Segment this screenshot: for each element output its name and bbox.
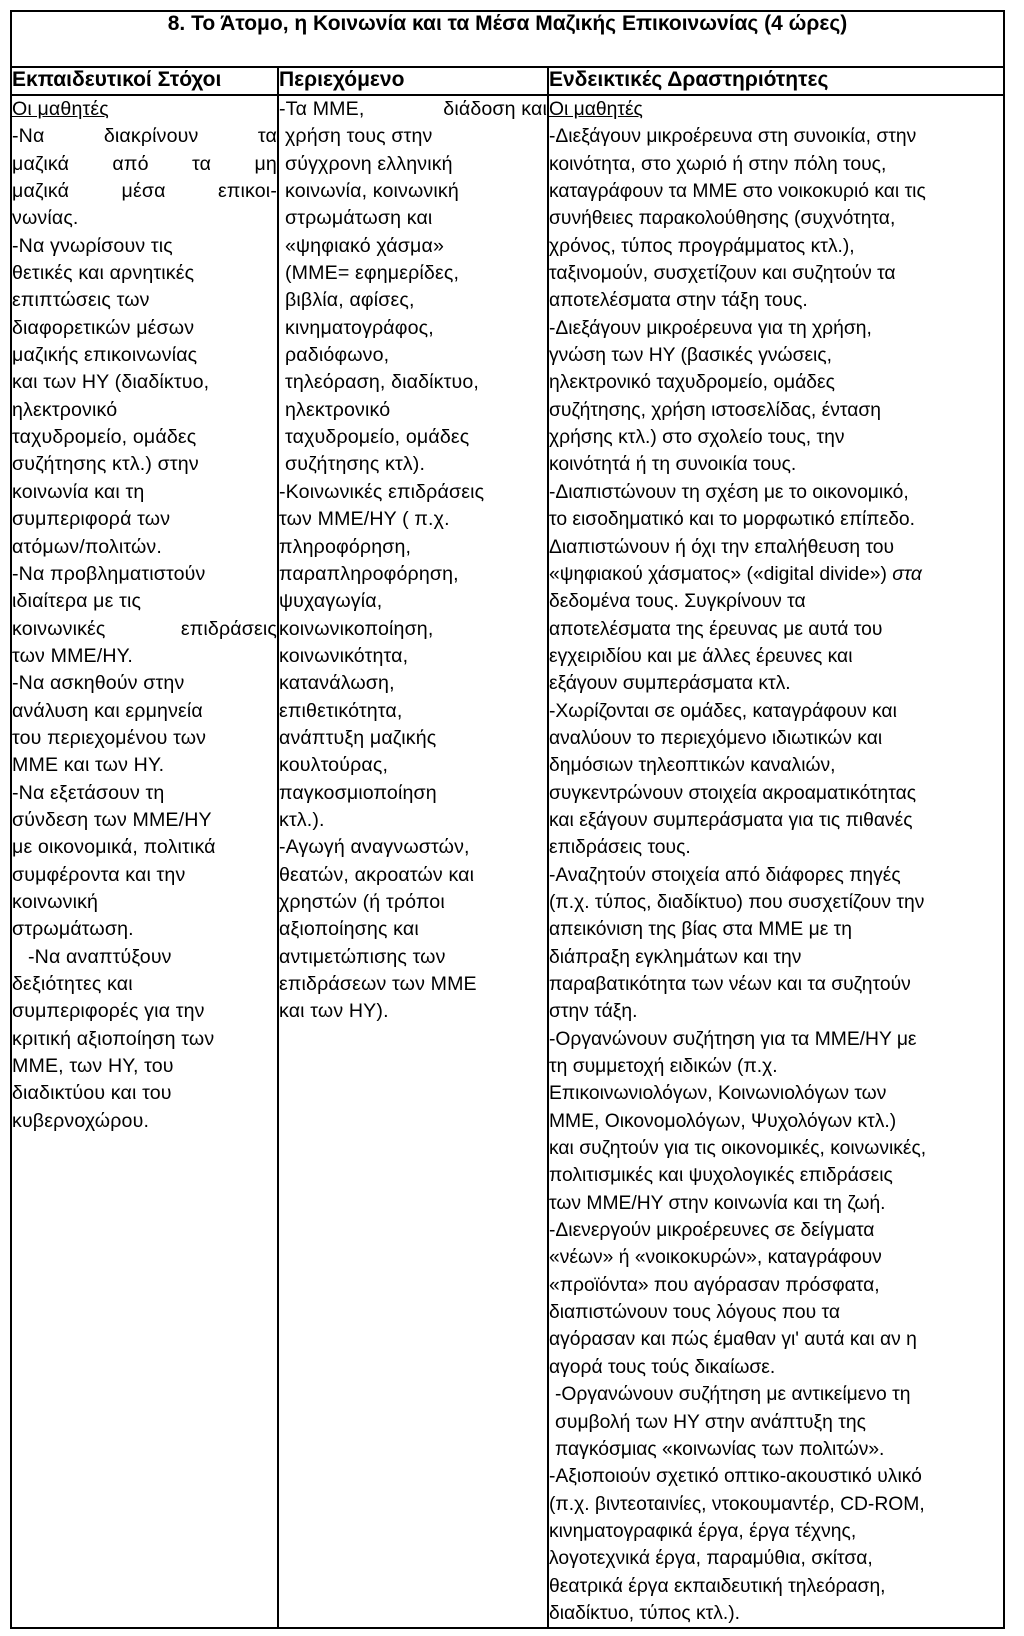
objectives-cell <box>11 95 278 1628</box>
section-title: 8. Το Άτομο, η Κοινωνία και τα Μέσα Μαζικής Επικοινωνίας (4 ώρες) <box>11 11 1004 67</box>
content-cell <box>278 95 548 1628</box>
content-text: -Τα ΜΜΕ, διάδοση και χρήση τους στην σύγχρονη ελληνική κοινωνία, κοινωνική στρωμάτωση και «ψηφιακό χάσμα» (ΜΜΕ= εφημερίδες, βιβλία, αφίσες, κινηματογράφος, ραδιόφωνο, τηλεόραση, διαδίκτυο, ηλεκτρονικό ταχυδρομείο, ομάδες συζήτησης κτλ). -Κοινωνικές επιδράσεις των ΜΜΕ/ΗΥ ( π.χ. πληροφόρηση, παραπληροφόρηση, ψυχαγωγία, κοινωνικοποίηση, κοινωνικότητα, κατανάλωση, επιθετικότητα, ανάπτυξη μαζικής κουλτούρας, παγκοσμιοποίηση κτλ.). -Αγωγή αναγνωστών, θεατών, ακροατών και χρηστών (ή τρόποι αξιοποίησης και αντιμετώπισης των επιδράσεων των ΜΜΕ και των ΗΥ). <box>279 98 547 1023</box>
activities-text: Οι μαθητές -Διεξάγουν μικροέρευνα στη συνοικία, στην κοινότητα, στο χωριό ή στην πόλη τους, καταγράφουν τα ΜΜΕ στο νοικοκυριό και τις συνήθειες παρακολούθησης (συχνότητα, χρόνος, τύπος προγράμματος κτλ.), ταξινομούν, συσχετίζουν και συζητούν τα αποτελέσματα στην τάξη τους. -Διεξάγουν μικροέρευνα για τη χρήση, γνώση των ΗΥ (βασικές γνώσεις, ηλεκτρονικό ταχυδρομείο, ομάδες συζήτησης, χρήση ιστοσελίδας, ένταση χρήσης κτλ.) στο σχολείο τους, την κοινότητά ή τη συνοικία τους. -Διαπιστώνουν τη σχέση με το οικονομικό, το εισοδηματικό και το μορφωτικό επίπεδο. Διαπιστώνουν ή όχι την επαλήθευση του «ψηφιακού χάσματος» («digital divide») στα δεδομένα τους. Συγκρίνουν τα αποτελέσματα της έρευνας με αυτά του εγχειριδίου και με άλλες έρευνες και εξάγουν συμπεράσματα κτλ. -Χωρίζονται σε ομάδες, καταγράφουν και αναλύουν το περιεχόμενο ιδιωτικών και δημόσιων τηλεοπτικών καναλιών, συγκεντρώνουν στοιχεία ακροαματικότητας και εξάγουν συμπεράσματα για τις πιθανές επιδράσεις τους. -Αναζητούν στοιχεία από διάφορες πηγές (π.χ. τύπος, διαδίκτυο) που συσχετίζουν την απεικόνιση της βίας στα ΜΜΕ με τη διάπραξη εγκλημάτων και την παραβατικότητα των νέων και τα συζητούν στην τάξη. -Οργανώνουν συζήτηση για τα ΜΜΕ/ΗΥ με τη συμμετοχή ειδικών (π.χ. Επικοινωνιολόγων, Κοινωνιολόγων των ΜΜΕ, Οικονομολόγων, Ψυχολόγων κτλ.) και συζητούν για τις οικονομικές, κοινωνικές, πολιτισμικές και ψυχολογικές επιδράσεις των ΜΜΕ/ΗΥ στην κοινωνία και τη ζωή. -Διενεργούν μικροέρευνες σε δείγματα «νέων» ή «νοικοκυρών», καταγράφουν «προϊόντα» που αγόρασαν πρόσφατα, διαπιστώνουν τους λόγους που τα αγόρασαν και πώς έμαθαν γι' αυτά και αν η αγορά τους τούς δικαίωσε. -Οργανώνουν συζήτηση με αντικείμενο τη συμβολή των ΗΥ στην ανάπτυξη της παγκόσμιας «κοινωνίας των πολιτών». -Αξιοποιούν σχετικό οπτικο-ακουστικό υλικό (π.χ. βιντεοταινίες, ντοκουμαντέρ, CD-ROM, κινηματογραφικά έργα, έργα τέχνης, λογοτεχνικά έργα, παραμύθια, σκίτσα, θεατρικά έργα εκπαιδευτική τηλεόραση, διαδίκτυο, τύπος κτλ.). <box>549 99 927 1624</box>
activities-cell <box>548 95 1004 1628</box>
header-content: Περιεχόμενο <box>278 67 548 95</box>
header-activities: Ενδεικτικές Δραστηριότητες <box>548 67 1004 95</box>
title-row <box>11 11 1004 67</box>
curriculum-table <box>10 10 1005 1629</box>
header-objectives: Εκπαιδευτικοί Στόχοι <box>11 67 278 95</box>
objectives-text: Οι μαθητές -Να διακρίνουν τα μαζικά από τα μη μαζικά μέσα επικοι- νωνίας. -Να γνωρίσουν τις θετικές και αρνητικές επιπτώσεις των διαφορετικών μέσων μαζικής επικοινωνίας και των ΗΥ (διαδίκτυο, ηλεκτρονικό ταχυδρομείο, ομάδες συζήτησης κτλ.) στην κοινωνία και τη συμπεριφορά των ατόμων/πολιτών. -Να προβληματιστούν ιδιαίτερα με τις κοινωνικές επιδράσεις των ΜΜΕ/ΗΥ. -Να ασκηθούν στην ανάλυση και ερμηνεία του περιεχομένου των ΜΜΕ και των ΗΥ. -Να εξετάσουν τη σύνδεση των ΜΜΕ/ΗΥ με οικονομικά, πολιτικά συμφέροντα και την κοινωνική στρωμάτωση. -Να αναπτύξουν δεξιότητες και συμπεριφορές για την κριτική αξιοποίηση των ΜΜΕ, των ΗΥ, του διαδικτύου και του κυβερνοχώρου. <box>12 98 277 1132</box>
header-row <box>11 67 1004 95</box>
body-row <box>11 95 1004 1628</box>
